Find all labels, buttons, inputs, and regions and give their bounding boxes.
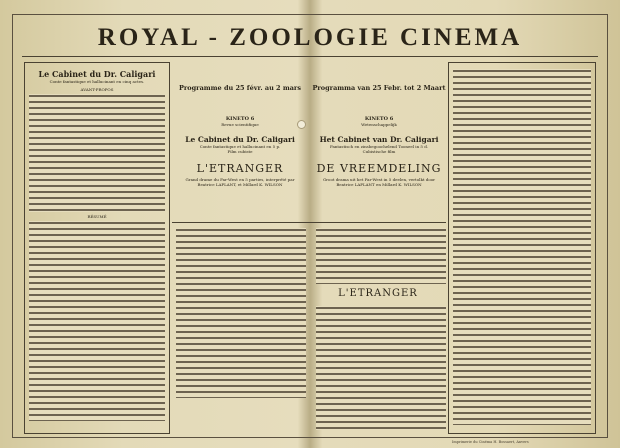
avant-propos-text: [29, 94, 165, 212]
left-subtitle: Conte fantastique et hallucinant en cinq actes.: [49, 79, 145, 84]
left-article: [24, 62, 170, 434]
page-title: ROYAL - ZOOLOGIE CINEMA: [97, 24, 523, 51]
resume-text: [29, 221, 165, 421]
center-rule: [172, 222, 446, 223]
feature-nl-sub: Groot drama uit het Far-West in 5 deelen, vertolkt door Beatrice LAPLANT en Millard K. WILSON: [322, 177, 436, 187]
program-fr-heading: Programme du 25 févr. au 2 mars: [178, 84, 302, 92]
film-nl-sub2: Cubistische film: [362, 149, 396, 154]
film-nl-sub: Fantastisch en zinsbegoochelend Tooneel in 5 d.: [329, 144, 429, 149]
center-lower-left-text: [176, 228, 306, 398]
feature-fr-sub: Grand drame du Far-West en 5 parties, interprété par Beatrice LAPLANT, et Millard K. WILSON: [185, 177, 295, 187]
center-lower-right-text-top: [316, 228, 446, 284]
film-nl-title: Het Cabinet van Dr. Caligari: [319, 135, 439, 144]
resume-label: RÉSUMÉ: [87, 214, 107, 219]
program-fr: [172, 62, 308, 187]
kineto-fr-sub: Revue scientifique: [221, 122, 259, 127]
film-fr-sub: Conte fantastique et hallucinant en 5 p.: [199, 144, 281, 149]
left-heading: Le Cabinet du Dr. Caligari: [38, 69, 156, 79]
program-nl-heading: Programma van 25 Febr. tot 2 Maart: [312, 84, 446, 92]
feature-fr-title: L'ETRANGER: [196, 162, 284, 175]
kineto-fr: KINETO 6: [225, 116, 255, 122]
kineto-nl: KINETO 6: [364, 116, 394, 122]
kineto-nl-sub: Wetenschappelijk: [361, 122, 397, 127]
film-fr-title: Le Cabinet du Dr. Caligari: [185, 135, 295, 144]
center-lower-right-text: [316, 306, 446, 430]
printer-credit: Imprimerie du Cinéma H. Bossaert, Anvers: [452, 440, 529, 444]
title-rule: [22, 56, 598, 57]
program-nl: [312, 62, 446, 187]
binding-hole-top: [297, 120, 306, 129]
etranger-heading: L'ETRANGER: [338, 288, 418, 299]
avant-propos-label: AVANT-PROPOS: [80, 87, 114, 92]
right-article-text: [453, 69, 591, 425]
film-fr-sub2: Film cubiste: [227, 149, 253, 154]
feature-nl-title: DE VREEMDELING: [316, 162, 442, 175]
right-article: [448, 62, 596, 434]
